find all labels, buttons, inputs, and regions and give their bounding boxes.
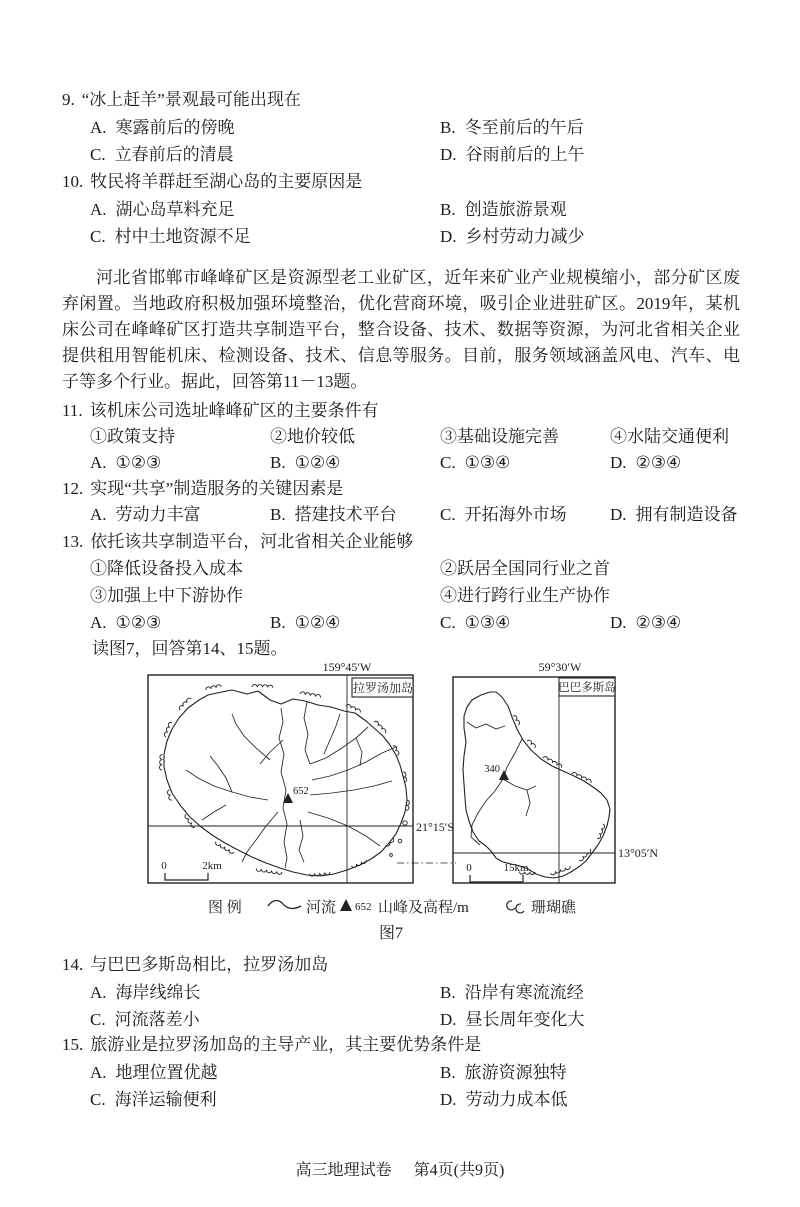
question-9-number: 9. <box>62 90 75 109</box>
right-map-scale-bar <box>470 875 523 882</box>
legend-river-label: 河流 <box>306 900 337 916</box>
question-13-statements-row-2 <box>0 584 800 611</box>
question-15-option-c: C. 海洋运输便利 <box>90 1090 217 1109</box>
question-13-option-d: D. ②③④ <box>610 613 682 632</box>
left-map-title: 拉罗汤加岛 <box>352 681 414 695</box>
question-10-options-row-2 <box>0 225 800 252</box>
question-9-option-b: B. 冬至前后的午后 <box>440 118 584 137</box>
question-13-statement-2: ②跃居全国同行业之首 <box>440 559 610 578</box>
question-12-number: 12. <box>62 479 84 498</box>
right-map-peak-elevation: 340 <box>484 764 500 775</box>
question-14 <box>0 953 800 980</box>
question-14-text: 与巴巴多斯岛相比，拉罗汤加岛 <box>90 955 329 974</box>
question-10-option-d: D. 乡村劳动力减少 <box>440 227 585 246</box>
question-13-options <box>0 611 800 638</box>
question-11-statement-4: ④水陆交通便利 <box>610 427 729 446</box>
question-13-option-a: A. ①②③ <box>90 613 162 632</box>
question-12-option-a: A. 劳动力丰富 <box>90 505 201 524</box>
river-symbol-icon <box>268 900 301 908</box>
question-12-option-c: C. 开拓海外市场 <box>440 505 567 524</box>
right-map-rivers <box>467 722 536 845</box>
question-14-options-row-1 <box>0 981 800 1008</box>
right-map-meridian-label: 59°30′W <box>538 660 582 674</box>
right-map-title: 巴巴多斯岛 <box>558 682 616 694</box>
question-9-options-row-1 <box>0 116 800 143</box>
question-15-number: 15. <box>62 1035 84 1054</box>
left-map-scale-bar <box>165 873 208 880</box>
legend-peak-value: 652 <box>355 901 372 913</box>
question-13-statement-1: ①降低设备投入成本 <box>90 559 243 578</box>
left-map-rivers <box>186 702 396 868</box>
right-map <box>453 677 615 883</box>
question-13-option-b: B. ①②④ <box>270 613 341 632</box>
question-15-option-a: A. 地理位置优越 <box>90 1063 218 1082</box>
reading-passage: 河北省邯郸市峰峰矿区是资源型老工业矿区，近年来矿业产业规模缩小，部分矿区废弃闲置。当地政府积极加强环境整治，优化营商环境，吸引企业进驻矿区。2019年，某机床公司在峰峰矿区打造共享制造平台，整合设备、技术、数据等资源，为河北省相关企业提供租用智能机床、检测设备、技术、信息等服务。目前，服务领域涵盖风电、汽车、电子等多个行业。据此，回答第11－13题。 <box>62 268 740 391</box>
question-13-option-c: C. ①③④ <box>440 613 511 632</box>
question-12-stem <box>62 477 343 501</box>
figure-intro-text: 读图7，回答第14、15题。 <box>92 639 288 658</box>
question-15-options-row-2 <box>0 1088 800 1115</box>
question-13-stem <box>62 530 413 554</box>
left-map-meridian-label: 159°45′W <box>322 660 372 674</box>
question-10-option-b: B. 创造旅游景观 <box>440 200 567 219</box>
question-10-option-c: C. 村中土地资源不足 <box>90 227 251 246</box>
left-map-reef-symbols <box>159 684 409 876</box>
question-11-statement-1: ①政策支持 <box>90 427 175 446</box>
question-12-text: 实现“共享”制造服务的关键因素是 <box>90 479 344 498</box>
question-11-text: 该机床公司选址峰峰矿区的主要条件有 <box>89 401 379 420</box>
question-13 <box>0 530 800 557</box>
question-11-statements <box>0 425 800 452</box>
right-map-peak-triangle-icon <box>499 770 509 780</box>
question-12 <box>0 477 800 504</box>
question-11-option-b: B. ①②④ <box>270 453 341 472</box>
question-9-option-d: D. 谷雨前后的上午 <box>440 145 585 164</box>
legend-title: 图 例 <box>208 900 242 916</box>
footer-exam-title: 高三地理试卷 <box>295 1162 392 1179</box>
question-11-option-d: D. ②③④ <box>610 453 682 472</box>
left-map-scale-zero: 0 <box>161 860 167 872</box>
page-footer <box>0 1157 800 1180</box>
question-14-option-a: A. 海岸线绵长 <box>90 983 201 1002</box>
question-10-option-a: A. 湖心岛草料充足 <box>90 200 235 219</box>
question-11-statement-2: ②地价较低 <box>270 427 355 446</box>
right-island-coastline <box>463 692 610 878</box>
question-12-option-d: D. 拥有制造设备 <box>610 505 738 524</box>
question-10-text: 牧民将羊群赶至湖心岛的主要原因是 <box>90 172 363 191</box>
question-12-option-b: B. 搭建技术平台 <box>270 505 397 524</box>
left-map-scale-distance: 2km <box>202 860 222 872</box>
question-13-text: 依托该共享制造平台，河北省相关企业能够 <box>90 532 414 551</box>
question-9 <box>0 88 800 115</box>
question-9-stem <box>62 88 301 112</box>
question-14-option-c: C. 河流落差小 <box>90 1010 200 1029</box>
legend-reef-label: 珊瑚礁 <box>531 900 577 916</box>
question-12-options <box>0 503 800 530</box>
figure-caption: 图7 <box>378 925 404 942</box>
question-14-stem <box>62 953 328 977</box>
peak-symbol-icon <box>340 899 352 911</box>
question-10-options-row-1 <box>0 198 800 225</box>
question-11-options <box>0 451 800 478</box>
question-11 <box>0 399 800 426</box>
left-map <box>148 675 456 883</box>
question-9-option-c: C. 立春前后的清晨 <box>90 145 234 164</box>
question-15-option-b: B. 旅游资源独特 <box>440 1063 567 1082</box>
reef-symbol-icon <box>507 901 524 913</box>
question-10-stem <box>62 170 362 194</box>
question-13-statement-3: ③加强上中下游协作 <box>90 586 243 605</box>
legend-peak-label: 山峰及高程/m <box>378 900 469 916</box>
figure-legend <box>208 898 577 916</box>
footer-page-number: 第4页(共9页) <box>413 1162 505 1179</box>
question-15-text: 旅游业是拉罗汤加岛的主导产业，其主要优势条件是 <box>90 1035 482 1054</box>
question-11-option-c: C. ①③④ <box>440 453 511 472</box>
left-map-frame <box>148 675 413 883</box>
question-15-options-row-1 <box>0 1061 800 1088</box>
left-map-peak-elevation: 652 <box>293 786 309 797</box>
question-14-option-b: B. 沿岸有寒流流经 <box>440 983 584 1002</box>
question-14-options-row-2 <box>0 1008 800 1035</box>
question-11-option-a: A. ①②③ <box>90 453 162 472</box>
question-9-option-a: A. 寒露前后的傍晚 <box>90 118 235 137</box>
question-14-number: 14. <box>62 955 84 974</box>
question-11-statement-3: ③基础设施完善 <box>440 427 559 446</box>
question-10 <box>0 170 800 197</box>
question-13-number: 13. <box>62 532 84 551</box>
question-15-stem <box>62 1033 481 1057</box>
figure-7 <box>140 655 680 950</box>
question-15 <box>0 1033 800 1060</box>
question-11-number: 11. <box>62 401 83 420</box>
question-15-option-d: D. 劳动力成本低 <box>440 1090 568 1109</box>
question-14-option-d: D. 昼长周年变化大 <box>440 1010 585 1029</box>
question-13-statements-row-1 <box>0 557 800 584</box>
right-map-scale-zero: 0 <box>466 862 472 874</box>
right-map-parallel-label: 13°05′N <box>618 846 659 860</box>
right-map-scale-distance: 15km <box>503 862 529 874</box>
left-map-parallel-label: 21°15′S <box>416 820 455 834</box>
question-9-text: “冰上赶羊”景观最可能出现在 <box>81 90 301 109</box>
question-13-statement-4: ④进行跨行业生产协作 <box>440 586 610 605</box>
question-11-stem <box>62 399 379 423</box>
question-9-options-row-2 <box>0 143 800 170</box>
question-10-number: 10. <box>62 172 84 191</box>
figure-7-svg <box>140 655 680 945</box>
